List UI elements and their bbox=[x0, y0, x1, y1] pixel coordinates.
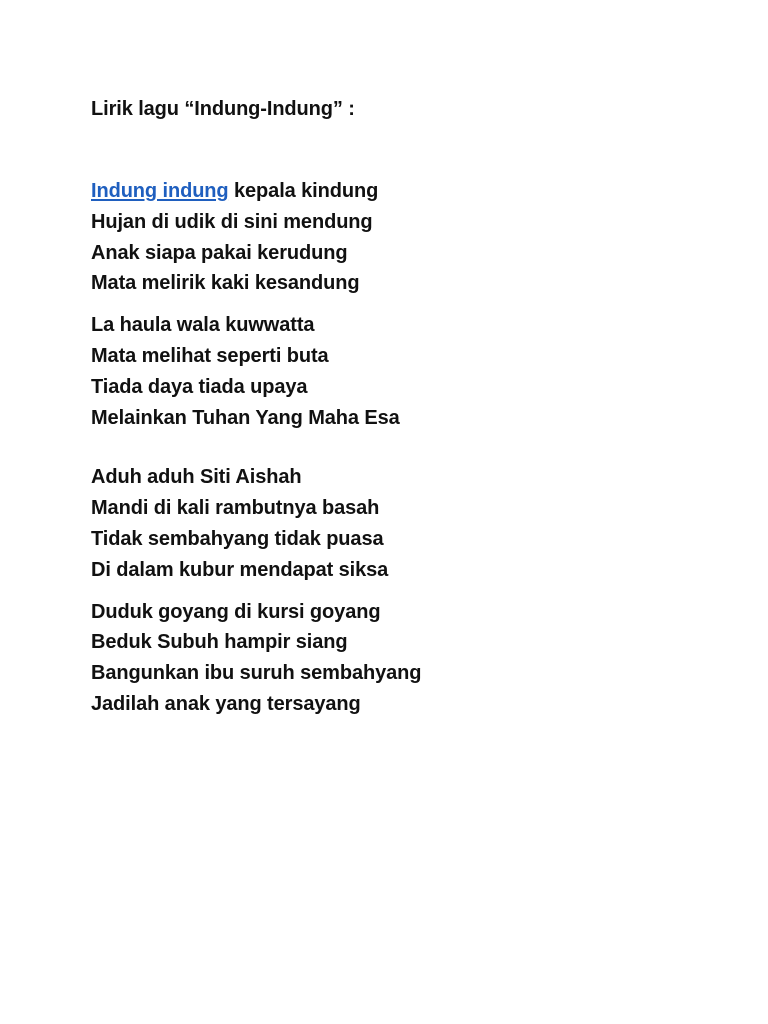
lyric-line: Aduh aduh Siti Aishah bbox=[91, 466, 302, 489]
lyric-line: Tidak sembahyang tidak puasa bbox=[91, 527, 384, 550]
indung-indung-link[interactable]: Indung indung bbox=[91, 180, 229, 202]
lyric-line: Beduk Subuh hampir siang bbox=[91, 631, 348, 654]
lyric-line: Di dalam kubur mendapat siksa bbox=[91, 558, 389, 581]
lyric-line: Anak siapa pakai kerudung bbox=[91, 241, 348, 264]
stanza-4 bbox=[91, 597, 711, 720]
lyric-line: Mata melihat seperti buta bbox=[91, 344, 329, 367]
lyric-line bbox=[91, 176, 711, 207]
lyric-line: La haula wala kuwwatta bbox=[91, 314, 315, 337]
lyric-line: Duduk goyang di kursi goyang bbox=[91, 600, 381, 623]
lyrics-title: Lirik lagu “Indung-Indung” : bbox=[91, 98, 355, 120]
lyric-line: Jadilah anak yang tersayang bbox=[91, 692, 361, 715]
lyric-line: Tiada daya tiada upaya bbox=[91, 375, 308, 398]
stanza-3 bbox=[91, 462, 711, 585]
lyric-line-rest: kepala kindung bbox=[228, 180, 379, 202]
stanza-1 bbox=[91, 176, 711, 299]
lyric-line: Hujan di udik di sini mendung bbox=[91, 210, 373, 233]
lyric-line: Melainkan Tuhan Yang Maha Esa bbox=[91, 406, 400, 429]
document-body bbox=[91, 95, 711, 720]
stanza-2 bbox=[91, 310, 711, 433]
lyric-line: Mata melirik kaki kesandung bbox=[91, 272, 360, 295]
lyric-line: Mandi di kali rambutnya basah bbox=[91, 497, 380, 520]
lyric-line: Bangunkan ibu suruh sembahyang bbox=[91, 662, 422, 685]
